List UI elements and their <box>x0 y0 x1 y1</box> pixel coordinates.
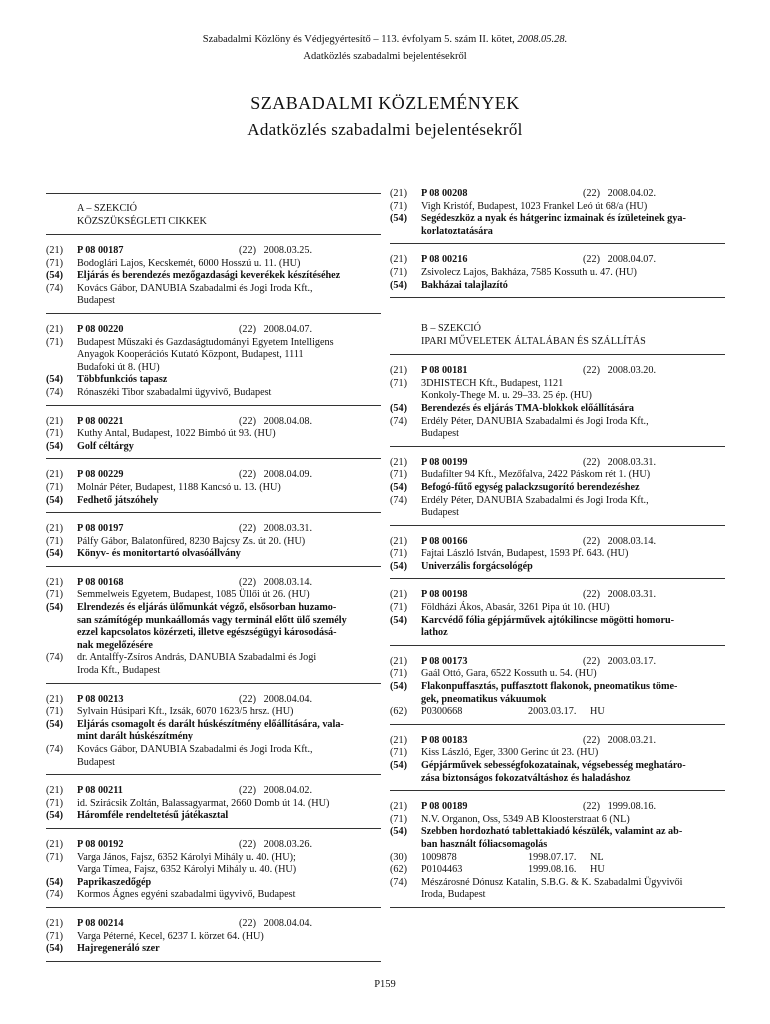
agent: Iroda Kft., Budapest <box>77 665 161 677</box>
patent-entry <box>46 416 381 460</box>
applicant: Fajtai László István, Budapest, 1593 Pf. 643. (HU) <box>421 548 629 560</box>
inid-71: (71) <box>46 428 63 440</box>
header-date: 2008.05.28. <box>517 34 568 45</box>
application-number: P 08 00211 <box>77 785 123 797</box>
inid-21: (21) <box>46 838 63 850</box>
header-journal: Szabadalmi Közlöny és Védjegyértesítő – 113. évfolyam 5. szám II. kötet, <box>202 34 515 45</box>
filing-date: 2008.03.31. <box>263 523 313 535</box>
inid-21: (21) <box>390 589 407 601</box>
filing-date: 2008.04.04. <box>263 693 313 705</box>
inid-74: (74) <box>46 889 63 901</box>
patent-entry <box>46 469 381 513</box>
inid-22: (22) <box>583 734 600 746</box>
invention-title: Berendezés és eljárás TMA-blokkok előállítására <box>421 402 634 414</box>
priority-application: P0104463 <box>421 864 463 876</box>
patent-entry <box>46 523 381 567</box>
applicant: Konkoly-Thege M. u. 29–33. 25 ép. (HU) <box>421 390 592 402</box>
applicant: Vigh Kristóf, Budapest, 1023 Frankel Leó út 68/a (HU) <box>421 200 648 212</box>
inid-74: (74) <box>390 876 407 888</box>
priority-application: P0300668 <box>421 706 463 718</box>
inid-71: (71) <box>390 602 407 614</box>
inid-71: (71) <box>46 257 63 269</box>
inid-74: (74) <box>46 386 63 398</box>
inid-22: (22) <box>583 801 600 813</box>
invention-title: Golf céltárgy <box>77 440 134 452</box>
invention-title: ban használt fóliacsomagolás <box>421 838 548 850</box>
inid-22: (22) <box>239 785 256 797</box>
inid-21: (21) <box>46 469 63 481</box>
application-number: P 08 00214 <box>77 917 124 929</box>
invention-title: Segédeszköz a nyak és hátgerinc izmainak és ízületeinek gya- <box>421 213 686 225</box>
section-a-heading <box>46 193 381 235</box>
application-number: P 08 00221 <box>77 415 124 427</box>
inid-21: (21) <box>390 734 407 746</box>
patent-entry <box>390 656 725 725</box>
inid-22: (22) <box>239 693 256 705</box>
agent: Budapest <box>77 756 115 768</box>
inid-62: (62) <box>390 864 407 876</box>
inid-54: (54) <box>46 602 63 614</box>
filing-date: 1999.08.16. <box>607 801 657 813</box>
application-number: P 08 00192 <box>77 838 124 850</box>
patent-entry <box>390 735 725 791</box>
inid-54: (54) <box>390 760 407 771</box>
filing-date: 2008.04.02. <box>607 188 657 199</box>
inid-22: (22) <box>583 456 600 468</box>
application-number: P 08 00168 <box>77 576 124 588</box>
inid-22: (22) <box>239 523 256 535</box>
filing-date: 2008.04.04. <box>263 917 313 929</box>
inid-71: (71) <box>390 668 407 680</box>
inid-71: (71) <box>390 469 407 481</box>
priority-date: 2003.03.17. <box>528 706 577 718</box>
inid-21: (21) <box>46 576 63 588</box>
invention-title: Hajregeneráló szer <box>77 943 160 955</box>
invention-title: Eljárás csomagolt és darált húskészítmény előállítására, vala- <box>77 718 344 730</box>
inid-71: (71) <box>390 200 407 212</box>
inid-22: (22) <box>239 576 256 588</box>
applicant: N.V. Organon, Oss, 5349 AB Kloosterstraat 6 (NL) <box>421 813 630 825</box>
application-number: P 08 00216 <box>421 254 468 266</box>
filing-date: 2008.03.14. <box>607 535 657 547</box>
inid-71: (71) <box>46 336 63 348</box>
inid-21: (21) <box>390 655 407 667</box>
filing-date: 2008.03.25. <box>263 245 313 256</box>
invention-title: Befogó-fűtő egység palackzsugorító berendezéshez <box>421 481 640 493</box>
application-number: P 08 00213 <box>77 693 124 705</box>
filing-date: 2008.03.21. <box>607 734 657 746</box>
invention-title: Elrendezés és eljárás ülőmunkát végző, elsősorban huzamo- <box>77 602 337 614</box>
filing-date: 2008.03.26. <box>263 838 313 850</box>
agent: Erdély Péter, DANUBIA Szabadalmi és Jogi Iroda Kft., <box>421 415 649 427</box>
priority-country: HU <box>590 706 605 718</box>
inid-21: (21) <box>46 523 63 535</box>
priority-date: 1998.07.17. <box>528 851 577 863</box>
agent: Budapest <box>421 428 459 440</box>
filing-date: 2008.03.14. <box>263 576 313 588</box>
applicant: Földházi Ákos, Abasár, 3261 Pipa út 10. (HU) <box>421 602 610 614</box>
invention-title: Háromféle rendeltetésű játékasztal <box>77 810 229 822</box>
inid-54: (54) <box>390 826 407 838</box>
running-subheader: Adatközlés szabadalmi bejelentésekről <box>303 51 467 62</box>
invention-title: Karcvédő fólia gépjárművek ajtókilincse mögötti homoru- <box>421 614 675 626</box>
section-b-heading <box>390 308 725 355</box>
filing-date: 2008.03.31. <box>607 589 657 601</box>
inid-22: (22) <box>583 188 600 199</box>
invention-title: Paprikaszedőgép <box>77 876 152 888</box>
invention-title: Univerzális forgácsológép <box>421 560 533 572</box>
applicant: Varga János, Fajsz, 6352 Károlyi Mihály u. 40. (HU); <box>77 851 296 863</box>
filing-date: 2008.03.20. <box>607 365 657 377</box>
section-b-letter: B – SZEKCIÓ <box>421 323 481 335</box>
inid-21: (21) <box>390 801 407 813</box>
application-number: P 08 00229 <box>77 469 124 481</box>
inid-74: (74) <box>46 282 63 294</box>
inid-71: (71) <box>390 747 407 759</box>
inid-54: (54) <box>46 810 63 822</box>
inid-54: (54) <box>46 440 63 452</box>
application-number: P 08 00173 <box>421 655 468 667</box>
priority-application: 1009878 <box>421 851 457 863</box>
application-number: P 08 00208 <box>421 188 468 199</box>
applicant: Varga Péterné, Kecel, 6237 I. körzet 64. (HU) <box>77 930 264 942</box>
running-header <box>0 34 770 45</box>
inid-54: (54) <box>390 213 407 225</box>
agent: Iroda, Budapest <box>421 889 486 901</box>
inid-62: (62) <box>390 706 407 718</box>
inid-22: (22) <box>239 917 256 929</box>
patent-entry <box>390 536 725 580</box>
inid-22: (22) <box>583 254 600 266</box>
invention-title: Többfunkciós tapasz <box>77 374 168 386</box>
patent-entry <box>46 918 381 962</box>
patent-entry <box>390 365 725 447</box>
agent: Mészárosné Dónusz Katalin, S.B.G. & K. Szabadalmi Ügyvivői <box>421 876 683 888</box>
inid-71: (71) <box>46 589 63 601</box>
inid-21: (21) <box>390 365 407 377</box>
agent: Budapest <box>77 295 115 307</box>
invention-title: ezzel kapcsolatos közérzeti, illetve egészségügyi károsodásá- <box>77 627 337 639</box>
inid-74: (74) <box>46 744 63 755</box>
applicant: Zsivolecz Lajos, Bakháza, 7585 Kossuth u. 47. (HU) <box>421 266 637 278</box>
invention-title: lathoz <box>421 627 448 639</box>
application-number: P 08 00181 <box>421 365 468 377</box>
invention-title: Könyv- és monitortartó olvasóállvány <box>77 548 241 560</box>
invention-title: nak megelőzésére <box>77 639 153 651</box>
patent-entry <box>390 457 725 526</box>
page-subtitle: Adatközlés szabadalmi bejelentésekről <box>247 120 523 139</box>
application-number: P 08 00187 <box>77 245 124 256</box>
section-a-letter: A – SZEKCIÓ <box>77 203 137 214</box>
inid-22: (22) <box>239 415 256 427</box>
section-a-name: KÖZSZÜKSÉGLETI CIKKEK <box>77 216 207 227</box>
patent-entry <box>390 801 725 908</box>
patent-entry <box>390 589 725 645</box>
inid-54: (54) <box>46 718 63 730</box>
section-b-name: IPARI MŰVELETEK ÁLTALÁBAN ÉS SZÁLLÍTÁS <box>421 336 646 348</box>
invention-title: Eljárás és berendezés mezőgazdasági keverékek készítéséhez <box>77 270 341 282</box>
inid-22: (22) <box>239 838 256 850</box>
patent-entry <box>46 245 381 314</box>
invention-title: mint darált húskészítmény <box>77 731 194 743</box>
left-column <box>46 193 381 962</box>
inid-54: (54) <box>390 481 407 493</box>
inid-21: (21) <box>46 693 63 705</box>
invention-title: san számítógép munkaállomás vagy terminál előtt ülő személy <box>77 614 347 626</box>
agent: Kovács Gábor, DANUBIA Szabadalmi és Jogi Iroda Kft., <box>77 744 313 755</box>
invention-title: Flakonpuffasztás, puffasztott flakonok, pneomatikus töme- <box>421 681 678 693</box>
inid-54: (54) <box>46 494 63 506</box>
applicant: id. Szirácsik Zoltán, Balassagyarmat, 2660 Domb út 14. (HU) <box>77 797 330 809</box>
applicant: Budafilter 94 Kft., Mezőfalva, 2422 Páskom rét 1. (HU) <box>421 469 651 481</box>
inid-54: (54) <box>46 943 63 955</box>
inid-21: (21) <box>46 415 63 427</box>
applicant: Semmelweis Egyetem, Budapest, 1085 Üllői út 26. (HU) <box>77 589 310 601</box>
inid-21: (21) <box>390 535 407 547</box>
applicant: Budafoki út 8. (HU) <box>77 361 160 373</box>
patent-entry <box>46 577 381 684</box>
filing-date: 2008.04.07. <box>263 323 313 335</box>
inid-54: (54) <box>390 614 407 626</box>
inid-22: (22) <box>583 365 600 377</box>
invention-title: Szebben hordozható tablettakiadó készülék, valamint az ab- <box>421 826 683 838</box>
inid-30: (30) <box>390 851 407 863</box>
inid-54: (54) <box>46 374 63 386</box>
filing-date: 2003.03.17. <box>607 655 657 667</box>
agent: Kovács Gábor, DANUBIA Szabadalmi és Jogi Iroda Kft., <box>77 282 313 294</box>
patent-entry <box>46 785 381 829</box>
inid-71: (71) <box>46 706 63 718</box>
inid-54: (54) <box>390 279 407 291</box>
inid-71: (71) <box>390 813 407 825</box>
patent-entry <box>46 324 381 406</box>
invention-title: korlatoztatására <box>421 225 493 237</box>
inid-22: (22) <box>583 589 600 601</box>
filing-date: 2008.03.31. <box>607 456 657 468</box>
invention-title: Bakházai talajlazító <box>421 279 508 291</box>
inid-71: (71) <box>46 535 63 547</box>
application-number: P 08 00197 <box>77 523 124 535</box>
patent-entry <box>390 188 725 244</box>
inid-21: (21) <box>46 785 63 797</box>
applicant: 3DHISTECH Kft., Budapest, 1121 <box>421 377 564 389</box>
inid-71: (71) <box>46 797 63 809</box>
right-column <box>390 188 725 908</box>
applicant: Anyagok Kooperációs Kutató Központ, Budapest, 1111 <box>77 349 304 361</box>
inid-22: (22) <box>583 655 600 667</box>
inid-71: (71) <box>390 548 407 560</box>
inid-21: (21) <box>390 254 407 266</box>
priority-country: HU <box>590 864 605 876</box>
inid-21: (21) <box>390 456 407 468</box>
inid-71: (71) <box>390 377 407 389</box>
patent-entry <box>46 694 381 776</box>
application-number: P 08 00220 <box>77 323 124 335</box>
inid-54: (54) <box>46 270 63 282</box>
filing-date: 2008.04.02. <box>263 785 313 797</box>
priority-date: 1999.08.16. <box>528 864 577 876</box>
applicant: Budapest Műszaki és Gazdaságtudományi Egyetem Intelligens <box>77 336 334 348</box>
applicant: Molnár Péter, Budapest, 1188 Kancsó u. 13. (HU) <box>77 481 281 493</box>
agent: Erdély Péter, DANUBIA Szabadalmi és Jogi Iroda Kft., <box>421 494 649 506</box>
inid-54: (54) <box>390 560 407 572</box>
applicant: Kuthy Antal, Budapest, 1022 Bimbó út 93. (HU) <box>77 428 276 440</box>
inid-21: (21) <box>46 917 63 929</box>
filing-date: 2008.04.09. <box>263 469 313 481</box>
application-number: P 08 00198 <box>421 589 468 601</box>
invention-title: gek, pneomatikus vákuumok <box>421 693 547 705</box>
agent: dr. Antalffy-Zsíros András, DANUBIA Szabadalmi és Jogi <box>77 652 317 664</box>
application-number: P 08 00189 <box>421 801 468 813</box>
applicant: Varga Tímea, Fajsz, 6352 Károlyi Mihály u. 40. (HU) <box>77 864 297 876</box>
applicant: Pálfy Gábor, Balatonfüred, 8230 Bajcsy Zs. út 20. (HU) <box>77 535 306 547</box>
application-number: P 08 00199 <box>421 456 468 468</box>
invention-title: zása biztonságos fokozatváltáshoz és haladáshoz <box>421 772 631 784</box>
inid-54: (54) <box>390 402 407 414</box>
inid-22: (22) <box>583 535 600 547</box>
inid-22: (22) <box>239 245 256 256</box>
applicant: Bodoglári Lajos, Kecskemét, 6000 Hosszú u. 11. (HU) <box>77 257 301 269</box>
filing-date: 2008.04.07. <box>607 254 657 266</box>
applicant: Kiss László, Eger, 3300 Gerinc út 23. (HU) <box>421 747 599 759</box>
inid-21: (21) <box>390 188 407 199</box>
agent: Budapest <box>421 507 459 519</box>
inid-74: (74) <box>390 494 407 506</box>
applicant: Sylvain Húsipari Kft., Izsák, 6070 1623/5 hrsz. (HU) <box>77 706 294 718</box>
page-title: SZABADALMI KÖZLEMÉNYEK <box>250 93 520 113</box>
inid-71: (71) <box>46 930 63 942</box>
filing-date: 2008.04.08. <box>263 415 313 427</box>
page-number: P159 <box>374 979 396 990</box>
inid-54: (54) <box>46 548 63 560</box>
inid-21: (21) <box>46 245 63 256</box>
invention-title: Fedhető játszóhely <box>77 494 159 506</box>
inid-54: (54) <box>46 876 63 888</box>
inid-22: (22) <box>239 469 256 481</box>
inid-71: (71) <box>390 266 407 278</box>
inid-71: (71) <box>46 481 63 493</box>
agent: Rónaszéki Tibor szabadalmi ügyvivő, Budapest <box>77 386 272 398</box>
agent: Kormos Ágnes egyéni szabadalmi ügyvivő, Budapest <box>77 889 296 901</box>
invention-title: Gépjárművek sebességfokozatainak, végsebesség meghatáro- <box>421 760 686 771</box>
application-number: P 08 00166 <box>421 535 468 547</box>
inid-21: (21) <box>46 323 63 335</box>
inid-54: (54) <box>390 681 407 693</box>
priority-country: NL <box>590 851 604 863</box>
inid-71: (71) <box>46 851 63 863</box>
inid-22: (22) <box>239 323 256 335</box>
inid-74: (74) <box>390 415 407 427</box>
application-number: P 08 00183 <box>421 734 468 746</box>
applicant: Gaál Ottó, Gara, 6522 Kossuth u. 54. (HU) <box>421 668 597 680</box>
inid-74: (74) <box>46 652 63 664</box>
patent-entry <box>390 254 725 298</box>
patent-entry <box>46 839 381 908</box>
